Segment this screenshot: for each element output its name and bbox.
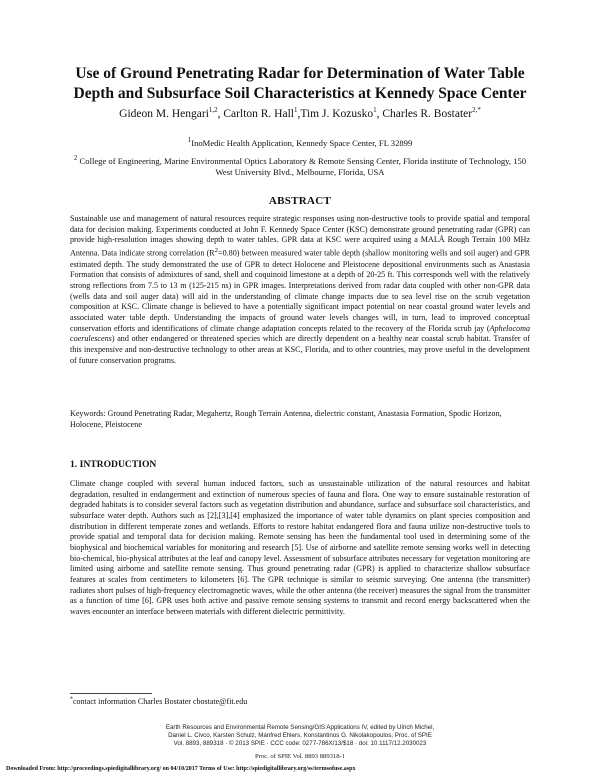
author-name: Carlton R. Hall (223, 108, 294, 120)
author-affiliation-mark: 2,* (472, 106, 481, 115)
footnote (70, 697, 530, 707)
author-list: Gideon M. Hengari$^{1,2}$, Carlton R. Hall$^1$,Tim J. Kozusko$^1$, Charles R. Bostater$^{2,*}$ (119, 106, 481, 120)
affiliation-2 (70, 156, 530, 178)
abstract-text: ) and other endangered or threatened species which are directly dependent on a healthy near coastal scrub habitat. Transfer of this inexpensive and non-destructive technology to other areas at KSC, Florida, and to other countries, may prove useful in the development of future conservation programs. (70, 334, 530, 365)
footnote-text: contact information Charles Bostater cbostate@fit.edu (73, 697, 248, 706)
author-affiliation-mark: 1,2 (208, 106, 218, 115)
abstract-body (70, 214, 530, 367)
abstract-text: =0.80) between measured water table depth (shallow monitoring wells and soil auger) and GPR estimated depth. The study demonstrated the use of GPR to detect Holocene and Pleistocene depositional environments such as Anastasia Formation that consists of admixtures of sand, shell and coquinoid limestone at a depth of 20-25 ft. This corresponds well with the relatively strong reflections from 7.5 to 13 m (125-215 ns) in GPR images. Interpretations derived from radar data coupled with other non-GPR data (wells data and soil auger data) will aid in the understanding of climate change impacts due to sea level rise on the scrub vegetation composition at KSC. Climate change is believed to have a potentially significant impact potential on near coastal ground water levels and associated water table depth. Understanding the impacts of ground water levels changes will, in turn, lead to improved conceptual conservation efforts and identifications of climate change adaptation concepts related to the recovery of the Florida scrub jay ( (70, 248, 530, 333)
affiliation-text: College of Engineering, Marine Environmental Optics Laboratory & Remote Sensing Center, Florida institute of Technology, 150 West University Blvd., Melbourne, Florida, USA (79, 156, 527, 177)
paper-title (60, 64, 540, 104)
publication-citation (60, 724, 540, 747)
download-notice: Downloaded From: http://proceedings.spiedigitallibrary.org/ on 04/10/2017 Terms of Use: http://spiedigitallibrary.org/ss/termsofuse.aspx (6, 766, 356, 772)
title-line-1: Use of Ground Penetrating Radar for Determination of Water Table (75, 65, 525, 82)
author-name: Tim J. Kozusko (300, 108, 374, 120)
introduction-body: Climate change coupled with several human induced factors, such as unsustainable utilization of the natural resources and habitat degradation, resulted in endangerment and extinction of numerous species of fauna and flora. One way to ensure sustainable restoration of degraded habitats is to consider several factors such as vegetation distribution and abundance, surface and subsurface soil characteristics, and subsurface water depth. Authors such as [2],[3],[4] emphasized the importance of water table dynamics on plant species composition and distribution in different temperate zones and wetlands. Efforts to restore habitat endangered flora and fauna utilize non-destructive tools to provide spatial and temporal data for decision making. Remote sensing has been the fundamental tool used in determining some of the biophysical and biochemical variables for monitoring and research [5]. Use of airborne and satellite remote sensing works well in detecting bio-chemical, bio-physical attributes at the leaf and canopy level. Assessment of subsurface attributes necessary for vegetation monitoring are limited using airborne and satellite remote sensing. Thus ground penetrating radar (GPR) is applied to characterize shallow subsurface features at scales from centimeters to kilometers [6]. The GPR technique is similar to seismic surveying. One antenna (the transmitter) radiates short pulses of high-frequency electromagnetic waves, while the other antenna (the receiver) measures the signal from the transmitter as a function of time [6]. GPR uses both active and passive remote sensing systems to transmit and record energy backscattered when the waves encounter an interface between materials with different dielectric permittivity. (70, 479, 530, 616)
citation-line: Earth Resources and Environmental Remote Sensing/GIS Applications IV, edited by Ulrich Michel, (165, 724, 435, 731)
affiliation-text: InoMedic Health Application, Kennedy Space Center, FL 32899 (191, 138, 413, 148)
species-name: Aphelocoma coerulescens (70, 323, 530, 344)
r-squared-exponent: 2 (214, 247, 219, 255)
footnote-divider (70, 693, 152, 694)
title-line-2: Depth and Subsurface Soil Characteristics at Kennedy Space Center (73, 85, 527, 102)
author-name: Gideon M. Hengari (119, 108, 209, 120)
affiliation-1 (60, 138, 540, 149)
abstract-text: Sustainable use and management of natural resources require strategic responses using non-destructive tools to provide spatial and temporal data for decision making. Experiments conducted at John F. Kennedy Space Center (KSC) demonstrate ground penetrating radar (GPR) can provide high-resolution images showing depth to water tables. GPR data at KSC were acquired using a MALÅ Rough Terrain 100 MHz Antenna. Data indicate strong correlation (R (70, 214, 530, 258)
author-name: Charles R. Bostater (382, 108, 473, 120)
footnote-mark: * (70, 696, 73, 703)
author-affiliation-mark: 1 (373, 106, 377, 115)
affiliation-mark: 1 (187, 136, 192, 145)
section-heading-introduction: 1. INTRODUCTION (70, 459, 157, 470)
abstract-heading: ABSTRACT (268, 195, 332, 207)
affiliation-mark: 2 (73, 154, 78, 163)
citation-line: Daniel L. Civco, Karsten Schulz, Manfred Ehlers, Konstantinos G. Nikolakopoulos, Proc. of SPIE (168, 731, 432, 739)
citation-line: Vol. 8893, 88931​8 · © 2013 SPIE · CCC code: 0277-786X/13/$18 · doi: 10.1117/12.2030023 (173, 739, 427, 747)
proceedings-page-number: Proc. of SPIE Vol. 8893 88931​8-1 (254, 753, 346, 760)
keywords: Keywords: Ground Penetrating Radar, Megahertz, Rough Terrain Antenna, dielectric constant, Anastasia Formation, Spodic Horizon, Holocene, Pleistocene (70, 409, 502, 429)
author-affiliation-mark: 1 (293, 106, 298, 115)
